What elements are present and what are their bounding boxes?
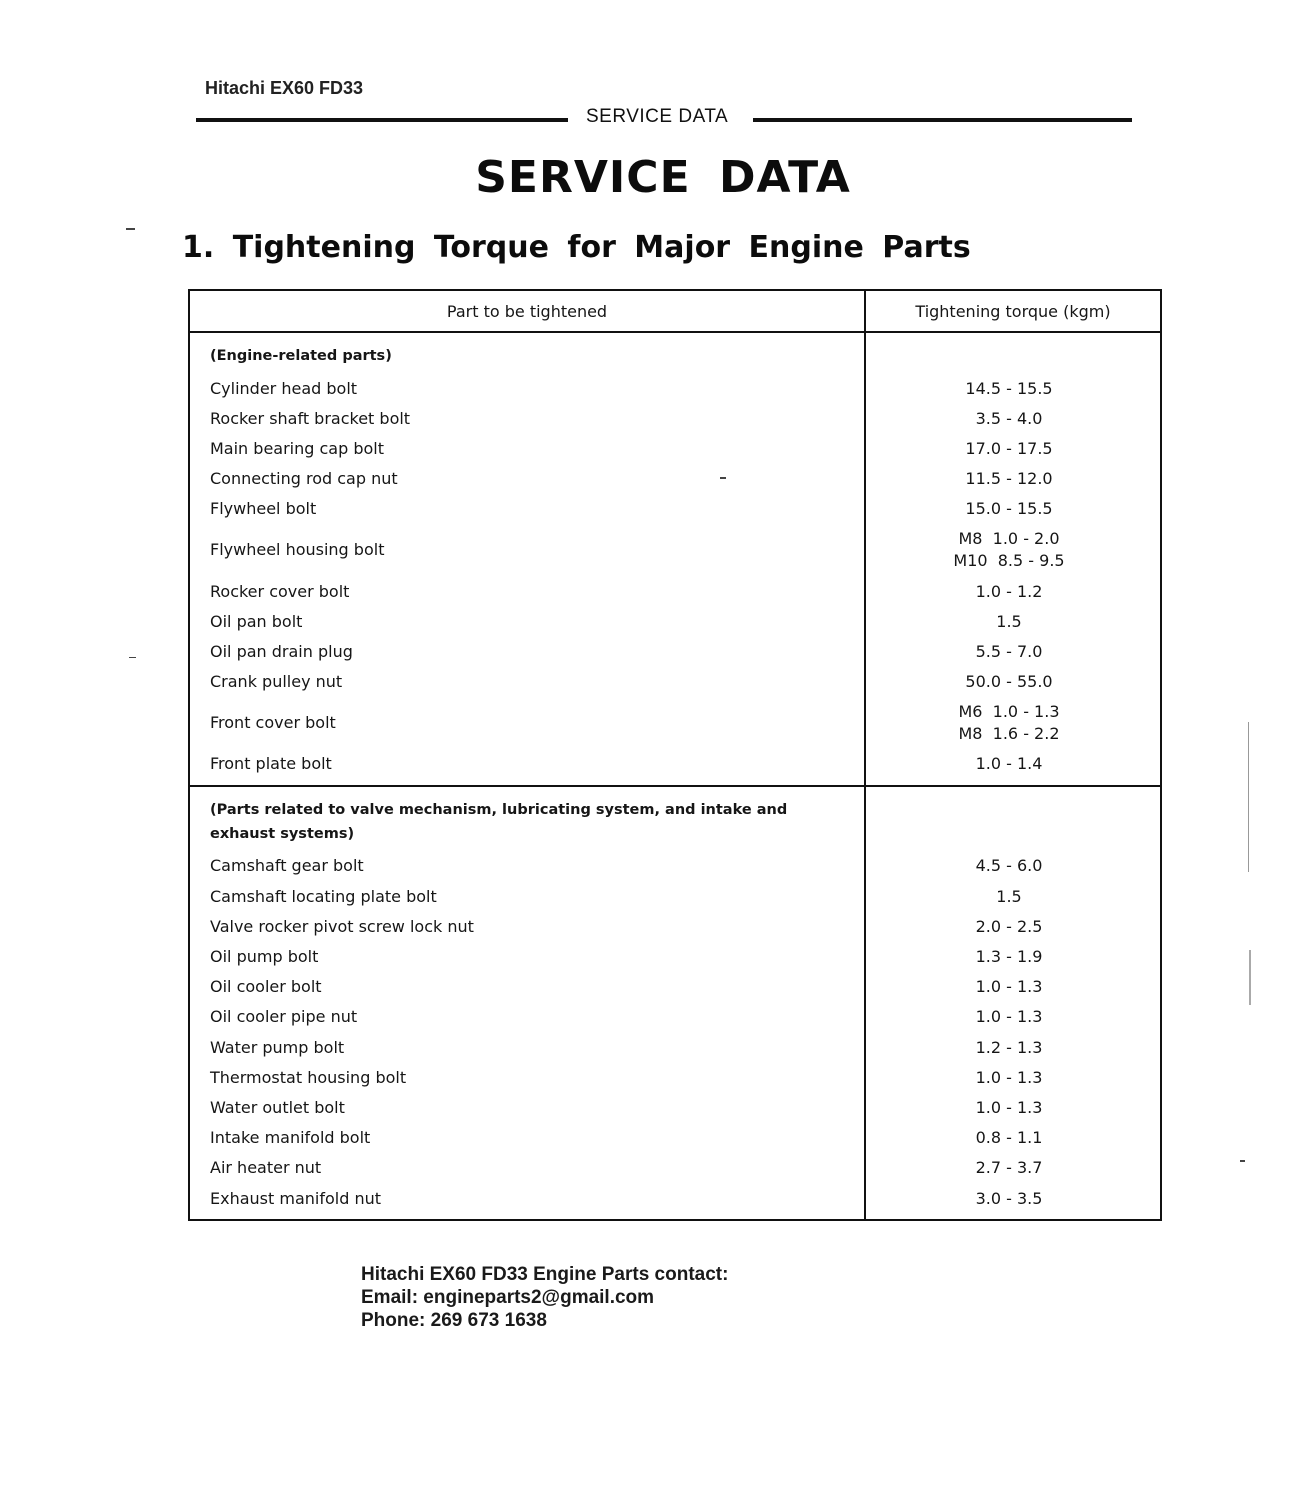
table-row <box>189 636 1161 666</box>
group-heading-spacer <box>865 332 1161 373</box>
table-row <box>189 1123 1161 1153</box>
torque-value-line: 1.0 - 1.3 <box>975 977 1043 997</box>
table-row <box>189 941 1161 971</box>
torque-value-line: M8 1.0 - 2.0 <box>958 528 1060 548</box>
torque-value-line: 1.0 - 1.3 <box>975 1067 1043 1087</box>
torque-value <box>865 851 1161 881</box>
table-row <box>189 749 1161 786</box>
part-name: Rocker cover bolt <box>189 576 865 606</box>
running-head <box>196 104 1132 132</box>
torque-value-line: M10 8.5 - 9.5 <box>953 550 1065 570</box>
torque-value <box>865 1123 1161 1153</box>
running-head-rule-left <box>196 118 568 122</box>
scan-speck <box>129 657 136 658</box>
torque-value-line: 0.8 - 1.1 <box>975 1128 1043 1148</box>
part-name: Oil pan drain plug <box>189 636 865 666</box>
part-name: Front cover bolt <box>189 697 865 749</box>
table-row <box>189 851 1161 881</box>
torque-value-line: 4.5 - 6.0 <box>975 856 1043 876</box>
torque-table <box>188 289 1162 1221</box>
table-row <box>189 1002 1161 1032</box>
table-row <box>189 576 1161 606</box>
contact-block <box>361 1263 728 1332</box>
torque-value-line: 1.2 - 1.3 <box>975 1037 1043 1057</box>
torque-value-line: 14.5 - 15.5 <box>965 378 1053 398</box>
torque-value-line: 1.3 - 1.9 <box>975 947 1043 967</box>
table-row <box>189 464 1161 494</box>
torque-value-line: 50.0 - 55.0 <box>965 672 1053 692</box>
part-name: Water outlet bolt <box>189 1092 865 1122</box>
torque-value-line: 2.0 - 2.5 <box>975 916 1043 936</box>
part-name: Exhaust manifold nut <box>189 1183 865 1220</box>
table-row <box>189 1183 1161 1220</box>
group-heading: (Parts related to valve mechanism, lubricating system, and intake and exhaust systems) <box>189 786 865 851</box>
torque-value <box>865 494 1161 524</box>
torque-value <box>865 1032 1161 1062</box>
table-row <box>189 1032 1161 1062</box>
scan-speck <box>1248 722 1249 872</box>
torque-value-line: 1.0 - 1.3 <box>975 1007 1043 1027</box>
torque-value <box>865 1062 1161 1092</box>
torque-value <box>865 972 1161 1002</box>
torque-value-line: 2.7 - 3.7 <box>975 1158 1043 1178</box>
torque-value <box>865 1183 1161 1220</box>
part-name: Crank pulley nut <box>189 667 865 697</box>
torque-value-line: 3.5 - 4.0 <box>975 408 1043 428</box>
table-row <box>189 524 1161 576</box>
group-heading-row <box>189 786 1161 851</box>
torque-value <box>865 464 1161 494</box>
table-row <box>189 403 1161 433</box>
torque-value <box>865 749 1161 786</box>
torque-value <box>865 941 1161 971</box>
scan-speck <box>1240 1160 1245 1162</box>
part-name: Flywheel housing bolt <box>189 524 865 576</box>
table-body <box>189 332 1161 1220</box>
table-row <box>189 1062 1161 1092</box>
torque-value <box>865 667 1161 697</box>
part-name: Front plate bolt <box>189 749 865 786</box>
column-header-torque: Tightening torque (kgm) <box>865 290 1161 332</box>
part-name: Oil pump bolt <box>189 941 865 971</box>
contact-heading: Hitachi EX60 FD33 Engine Parts contact: <box>361 1264 729 1285</box>
torque-value-line: 3.0 - 3.5 <box>975 1188 1043 1208</box>
torque-value <box>865 1153 1161 1183</box>
torque-value <box>865 606 1161 636</box>
column-header-part: Part to be tightened <box>189 290 865 332</box>
part-name: Water pump bolt <box>189 1032 865 1062</box>
torque-value <box>865 433 1161 463</box>
torque-value-line: 1.5 <box>996 886 1022 906</box>
table-row <box>189 911 1161 941</box>
torque-value <box>865 911 1161 941</box>
torque-value <box>865 373 1161 403</box>
torque-value-line: M8 1.6 - 2.2 <box>958 723 1060 743</box>
torque-value-line: 1.0 - 1.3 <box>975 1097 1043 1117</box>
torque-value <box>865 1002 1161 1032</box>
part-name: Oil cooler pipe nut <box>189 1002 865 1032</box>
table-row <box>189 972 1161 1002</box>
scan-speck <box>1249 950 1251 1005</box>
running-head-rule-right <box>753 118 1132 122</box>
torque-value-line: 15.0 - 15.5 <box>965 499 1053 519</box>
part-name: Cylinder head bolt <box>189 373 865 403</box>
torque-value-line: 17.0 - 17.5 <box>965 438 1053 458</box>
part-name: Air heater nut <box>189 1153 865 1183</box>
table-row <box>189 697 1161 749</box>
contact-email: Email: engineparts2@gmail.com <box>361 1287 655 1308</box>
torque-value <box>865 697 1161 749</box>
torque-value-line: 11.5 - 12.0 <box>965 469 1053 489</box>
part-name: Rocker shaft bracket bolt <box>189 403 865 433</box>
torque-value <box>865 1092 1161 1122</box>
torque-value <box>865 881 1161 911</box>
torque-value <box>865 524 1161 576</box>
table-row <box>189 373 1161 403</box>
page-title: SERVICE DATA <box>475 152 851 203</box>
torque-value <box>865 576 1161 606</box>
torque-value <box>865 636 1161 666</box>
table-row <box>189 606 1161 636</box>
part-name: Camshaft gear bolt <box>189 851 865 881</box>
section-title: 1. Tightening Torque for Major Engine Parts <box>182 230 971 265</box>
table-row <box>189 494 1161 524</box>
part-name: Intake manifold bolt <box>189 1123 865 1153</box>
table-row <box>189 881 1161 911</box>
part-name: Connecting rod cap nut <box>189 464 865 494</box>
group-heading-spacer <box>865 786 1161 851</box>
group-heading: (Engine-related parts) <box>189 332 865 373</box>
table-row <box>189 1092 1161 1122</box>
part-name: Valve rocker pivot screw lock nut <box>189 911 865 941</box>
part-name: Main bearing cap bolt <box>189 433 865 463</box>
group-heading-row <box>189 332 1161 373</box>
scan-speck <box>126 228 135 230</box>
part-name: Flywheel bolt <box>189 494 865 524</box>
running-head-label: SERVICE DATA <box>586 106 729 127</box>
part-name: Camshaft locating plate bolt <box>189 881 865 911</box>
torque-value <box>865 403 1161 433</box>
torque-value-line: 1.5 <box>996 611 1022 631</box>
contact-phone: Phone: 269 673 1638 <box>361 1310 547 1331</box>
torque-value-line: M6 1.0 - 1.3 <box>958 701 1060 721</box>
table-row <box>189 667 1161 697</box>
torque-value-line: 5.5 - 7.0 <box>975 641 1043 661</box>
torque-value-line: 1.0 - 1.2 <box>975 581 1043 601</box>
table-row <box>189 1153 1161 1183</box>
part-name: Oil pan bolt <box>189 606 865 636</box>
table-row <box>189 433 1161 463</box>
document-label: Hitachi EX60 FD33 <box>205 78 364 98</box>
part-name: Oil cooler bolt <box>189 972 865 1002</box>
torque-value-line: 1.0 - 1.4 <box>975 754 1043 774</box>
part-name: Thermostat housing bolt <box>189 1062 865 1092</box>
table-header-row <box>189 290 1161 332</box>
